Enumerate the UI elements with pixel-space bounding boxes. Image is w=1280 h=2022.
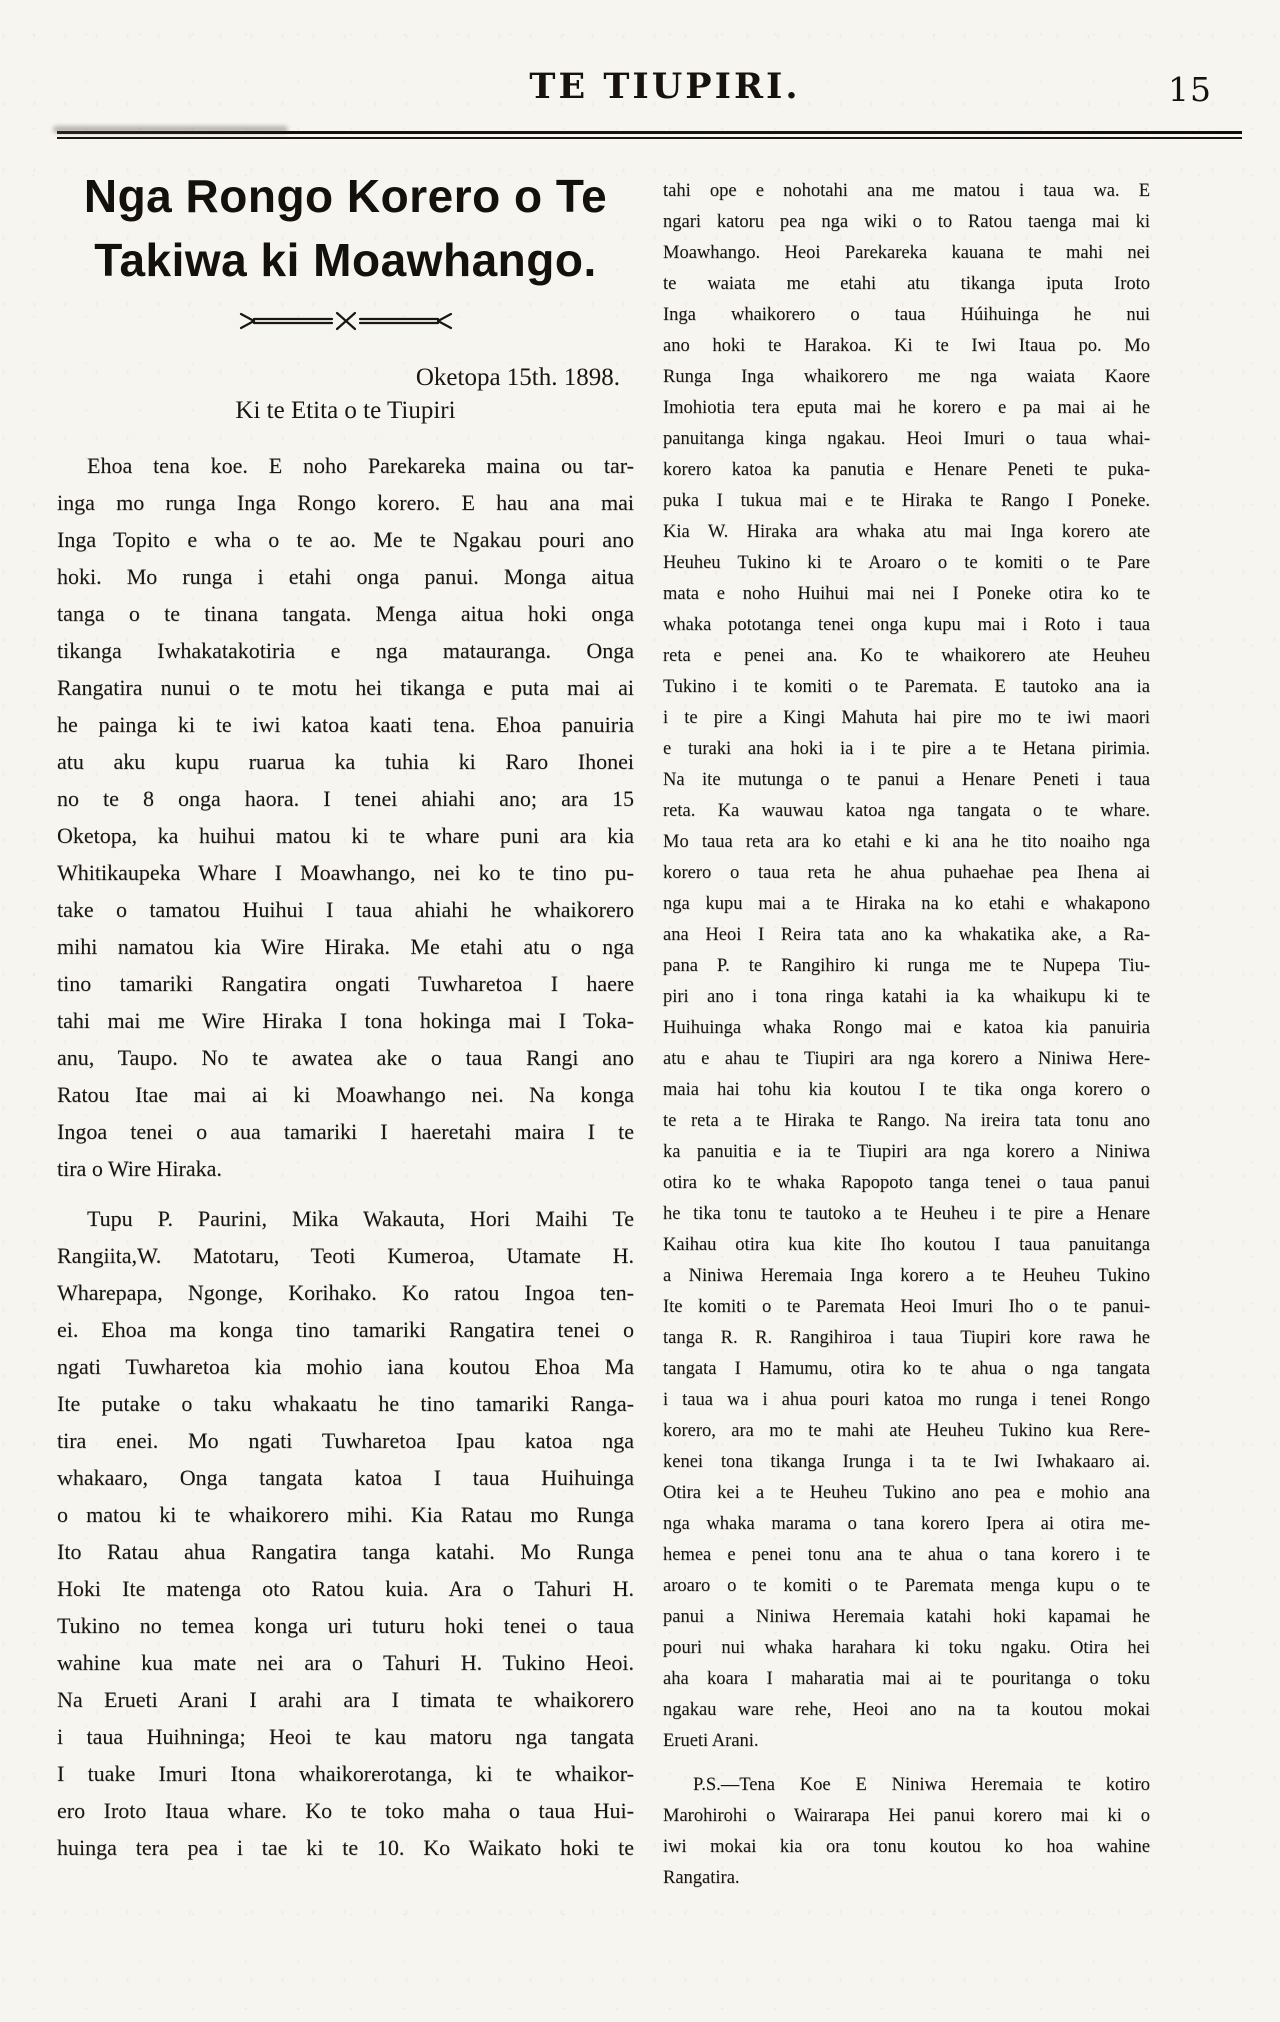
text-line: te reta a te Hiraka te Rango. Na ireira tata tonu ano — [663, 1111, 1150, 1131]
right-column-body — [663, 176, 1150, 1894]
text-line: wahine kua mate nei ara o Tahuri H. Tukino Heoi. — [57, 1650, 634, 1675]
text-line: ero Iroto Itaua whare. Ko te toko maha o taua Hui- — [57, 1798, 634, 1823]
text-line: a Niniwa Heremaia Inga korero a te Heuheu Tukino — [663, 1266, 1150, 1286]
text-line: ana Heoi I Reira tata ano ka whakatika ake, a Ra- — [663, 925, 1150, 945]
masthead-title: TE TIUPIRI. — [529, 66, 801, 107]
text-line: tahi ope e nohotahi ana me matou i taua wa. E — [663, 181, 1150, 201]
text-line: iwi mokai kia ora tonu koutou ko hoa wahine — [663, 1837, 1150, 1857]
text-line: piri ano i tona ringa katahi ia ka whaikupu ki te — [663, 987, 1150, 1007]
text-line: Imohiotia tera eputa mai he korero e pa mai ai he — [663, 398, 1150, 418]
text-line: Ito Ratau ahua Rangatira tanga katahi. Mo Runga — [57, 1539, 634, 1564]
left-column — [57, 158, 634, 1866]
text-line: puka I tukua mai e te Hiraka te Rango I Poneke. — [663, 491, 1150, 511]
text-line: Rangatira nunui o te motu hei tikanga e puta mai ai — [57, 675, 634, 700]
text-line: ano hoki te Harakoa. Ki te Iwi Itaua po. Mo — [663, 336, 1150, 356]
text-line: I tuake Imuri Itona whaikorerotanga, ki te whaikor- — [57, 1761, 634, 1786]
text-line: whakaaro, Onga tangata katoa I taua Huihuinga — [57, 1465, 634, 1490]
text-line: Tukino no temea konga uri tuturu hoki tenei o taua — [57, 1613, 634, 1638]
text-line: otira ko te whaka Rapopoto tanga tenei o taua panui — [663, 1173, 1150, 1193]
right-column — [663, 176, 1150, 1894]
text-line: hemea e penei tonu ana te ahua o tana korero i te — [663, 1545, 1150, 1565]
text-line: Ehoa tena koe. E noho Parekareka maina ou tar- — [87, 453, 634, 478]
text-line: reta. Ka wauwau katoa nga tangata o te whare. — [663, 801, 1150, 821]
text-line: i taua wa i ahua pouri katoa mo runga i tenei Rongo — [663, 1390, 1150, 1410]
text-line: korero o taua reta he ahua puhaehae pea Ihena ai — [663, 863, 1150, 883]
text-line: Heuheu Tukino ki te Aroaro o te komiti o te Pare — [663, 553, 1150, 573]
text-line: huinga tera pea i tae ki te 10. Ko Waikato hoki te — [57, 1835, 634, 1860]
text-line: whaka pototanga tenei onga kupu mai i Roto i taua — [663, 615, 1150, 635]
text-line: Kaihau otira kua kite Iho koutou I taua panuitanga — [663, 1235, 1150, 1255]
text-line: i taua Huihninga; Heoi te kau matoru nga tangata — [57, 1724, 634, 1749]
text-line: ka panuitia e ia te Tiupiri ara nga korero a Niniwa — [663, 1142, 1150, 1162]
text-line: atu aku kupu ruarua ka tuhia ki Raro Ihonei — [57, 749, 634, 774]
text-line: te waiata me etahi atu tikanga iputa Iroto — [663, 274, 1150, 294]
article-headline — [57, 164, 634, 292]
paragraph — [663, 176, 1150, 1757]
text-line: P.S.—Tena Koe E Niniwa Heremaia te kotiro — [693, 1775, 1150, 1795]
text-line: Inga whaikorero o taua Húihuinga he nui — [663, 305, 1150, 325]
text-line: he painga ki te iwi katoa kaati tena. Ehoa panuiria — [57, 712, 634, 737]
text-line: korero, ara mo te mahi ate Heuheu Tukino kua Rere- — [663, 1421, 1150, 1441]
text-line: tahi mai me Wire Hiraka I tona hokinga mai I Toka- — [57, 1008, 634, 1033]
text-line: Erueti Arani. — [663, 1731, 759, 1751]
text-line: tangata I Hamumu, otira ko te ahua o nga tangata — [663, 1359, 1150, 1379]
text-line: Whitikaupeka Whare I Moawhango, nei ko te tino pu- — [57, 860, 634, 885]
text-line: panuitanga kinga ngakau. Heoi Imuri o taua whai- — [663, 429, 1150, 449]
text-line: e turaki ana hoki ia i te pire a te Hetana pirimia. — [663, 739, 1150, 759]
paragraph — [663, 1770, 1150, 1894]
paragraph — [57, 447, 634, 1187]
text-line: Na ite mutunga o te panui a Henare Peneti i taua — [663, 770, 1150, 790]
text-line: ei. Ehoa ma konga tino tamariki Rangatira tenei o — [57, 1317, 634, 1342]
text-line: Mo taua reta ara ko etahi e ki ana he tito noaiho nga — [663, 832, 1150, 852]
text-line: tino tamariki Rangatira ongati Tuwharetoa I haere — [57, 971, 634, 996]
text-line: Moawhango. Heoi Parekareka kauana te mahi nei — [663, 243, 1150, 263]
text-line: no te 8 onga haora. I tenei ahiahi ano; ara 15 — [57, 786, 634, 811]
text-line: Oketopa, ka huihui matou ki te whare puni ara kia — [57, 823, 634, 848]
text-line: Ingoa tenei o aua tamariki I haeretahi maira I te — [57, 1119, 634, 1144]
text-line: mata e noho Huihui mai nei I Poneke otira ko te — [663, 584, 1150, 604]
text-line: Ite putake o taku whakaatu he tino tamariki Ranga- — [57, 1391, 634, 1416]
text-line: mihi namatou kia Wire Hiraka. Me etahi atu o nga — [57, 934, 634, 959]
text-line: Otira kei a te Heuheu Tukino ano pea e mohio ana — [663, 1483, 1150, 1503]
text-line: Runga Inga whaikorero me nga waiata Kaore — [663, 367, 1150, 387]
text-line: tira o Wire Hiraka. — [57, 1156, 222, 1181]
text-line: pouri nui whaka harahara ki toku ngaku. Otira hei — [663, 1638, 1150, 1658]
arrow-x-rule-icon — [236, 308, 456, 334]
text-line: Kia W. Hiraka ara whaka atu mai Inga korero ate — [663, 522, 1150, 542]
text-line: anu, Taupo. No te awatea ake o taua Rangi ano — [57, 1045, 634, 1070]
text-line: tira enei. Mo ngati Tuwharetoa Ipau katoa nga — [57, 1428, 634, 1453]
left-column-body — [57, 447, 634, 1866]
text-line: aha koara I maharatia mai ai te pouritanga o toku — [663, 1669, 1150, 1689]
text-line: nga whaka marama o tana korero Ipera ai otira me- — [663, 1514, 1150, 1534]
text-line: korero katoa ka panutia e Henare Peneti te puka- — [663, 460, 1150, 480]
text-line: Rangiita,W. Matotaru, Teoti Kumeroa, Utamate H. — [57, 1243, 634, 1268]
text-line: take o tamatou Huihui I taua ahiahi he whaikorero — [57, 897, 634, 922]
masthead-rule — [57, 131, 1242, 139]
text-line: Rangatira. — [663, 1868, 740, 1888]
text-line: ngari katoru pea nga wiki o to Ratou taenga mai ki — [663, 212, 1150, 232]
text-line: Ratou Itae mai ai ki Moawhango nei. Na konga — [57, 1082, 634, 1107]
page-number: 15 — [1168, 70, 1212, 109]
text-line: Huihuinga whaka Rongo mai e katoa kia panuiria — [663, 1018, 1150, 1038]
text-line: pana P. te Rangihiro ki runga me te Nupepa Tiu- — [663, 956, 1150, 976]
text-line: Ite komiti o te Paremata Heoi Imuri Iho o te panui- — [663, 1297, 1150, 1317]
text-line: ngakau ware rehe, Heoi ano na ta koutou mokai — [663, 1700, 1150, 1720]
headline-line-1: Nga Rongo Korero o Te — [83, 170, 608, 222]
text-line: nga kupu mai a te Hiraka na ko etahi e whakapono — [663, 894, 1150, 914]
text-line: atu e ahau te Tiupiri ara nga korero a Niniwa Here- — [663, 1049, 1150, 1069]
text-line: he tika tonu te tautoko a te Heuheu i te pire a Henare — [663, 1204, 1150, 1224]
text-line: i te pire a Kingi Mahuta hai pire mo te iwi maori — [663, 708, 1150, 728]
salutation: Ki te Etita o te Tiupiri — [235, 397, 456, 424]
text-line: o matou ki te whaikorero mihi. Kia Ratau mo Runga — [57, 1502, 634, 1527]
text-line: aroaro o te komiti o te Paremata menga kupu o te — [663, 1576, 1150, 1596]
text-line: Tukino i te komiti o te Paremata. E tautoko ana ia — [663, 677, 1150, 697]
text-line: ngati Tuwharetoa kia mohio iana koutou Ehoa Ma — [57, 1354, 634, 1379]
text-line: reta e penei ana. Ko te whaikorero ate Heuheu — [663, 646, 1150, 666]
text-line: panui a Niniwa Heremaia katahi hoki kapamai he — [663, 1607, 1150, 1627]
text-line: tanga o te tinana tangata. Menga aitua hoki onga — [57, 601, 634, 626]
paragraph — [57, 1200, 634, 1866]
dateline: Oketopa 15th. 1898. — [415, 364, 620, 391]
text-line: Wharepapa, Ngonge, Korihako. Ko ratou Ingoa ten- — [57, 1280, 634, 1305]
text-line: tikanga Iwhakatakotiria e nga matauranga. Onga — [57, 638, 634, 663]
text-line: tanga R. R. Rangihiroa i taua Tiupiri kore rawa he — [663, 1328, 1150, 1348]
text-line: Inga Topito e wha o te ao. Me te Ngakau pouri ano — [57, 527, 634, 552]
text-line: kenei tona tikanga Irunga i ta te Iwi Iwhakaaro ai. — [663, 1452, 1150, 1472]
rule-bottom-bar — [57, 137, 1242, 139]
headline-line-2: Takiwa ki Moawhango. — [94, 234, 597, 286]
text-line: Na Erueti Arani I arahi ara I timata te whaikorero — [57, 1687, 634, 1712]
text-line: Tupu P. Paurini, Mika Wakauta, Hori Maihi Te — [87, 1206, 634, 1231]
text-line: Hoki Ite matenga oto Ratou kuia. Ara o Tahuri H. — [57, 1576, 634, 1601]
text-line: hoki. Mo runga i etahi onga panui. Monga aitua — [57, 564, 634, 589]
text-line: Marohirohi o Wairarapa Hei panui korero mai ki o — [663, 1806, 1150, 1826]
text-line: maia hai tohu kia koutou I te tika onga korero o — [663, 1080, 1150, 1100]
text-line: inga mo runga Inga Rongo korero. E hau ana mai — [57, 490, 634, 515]
